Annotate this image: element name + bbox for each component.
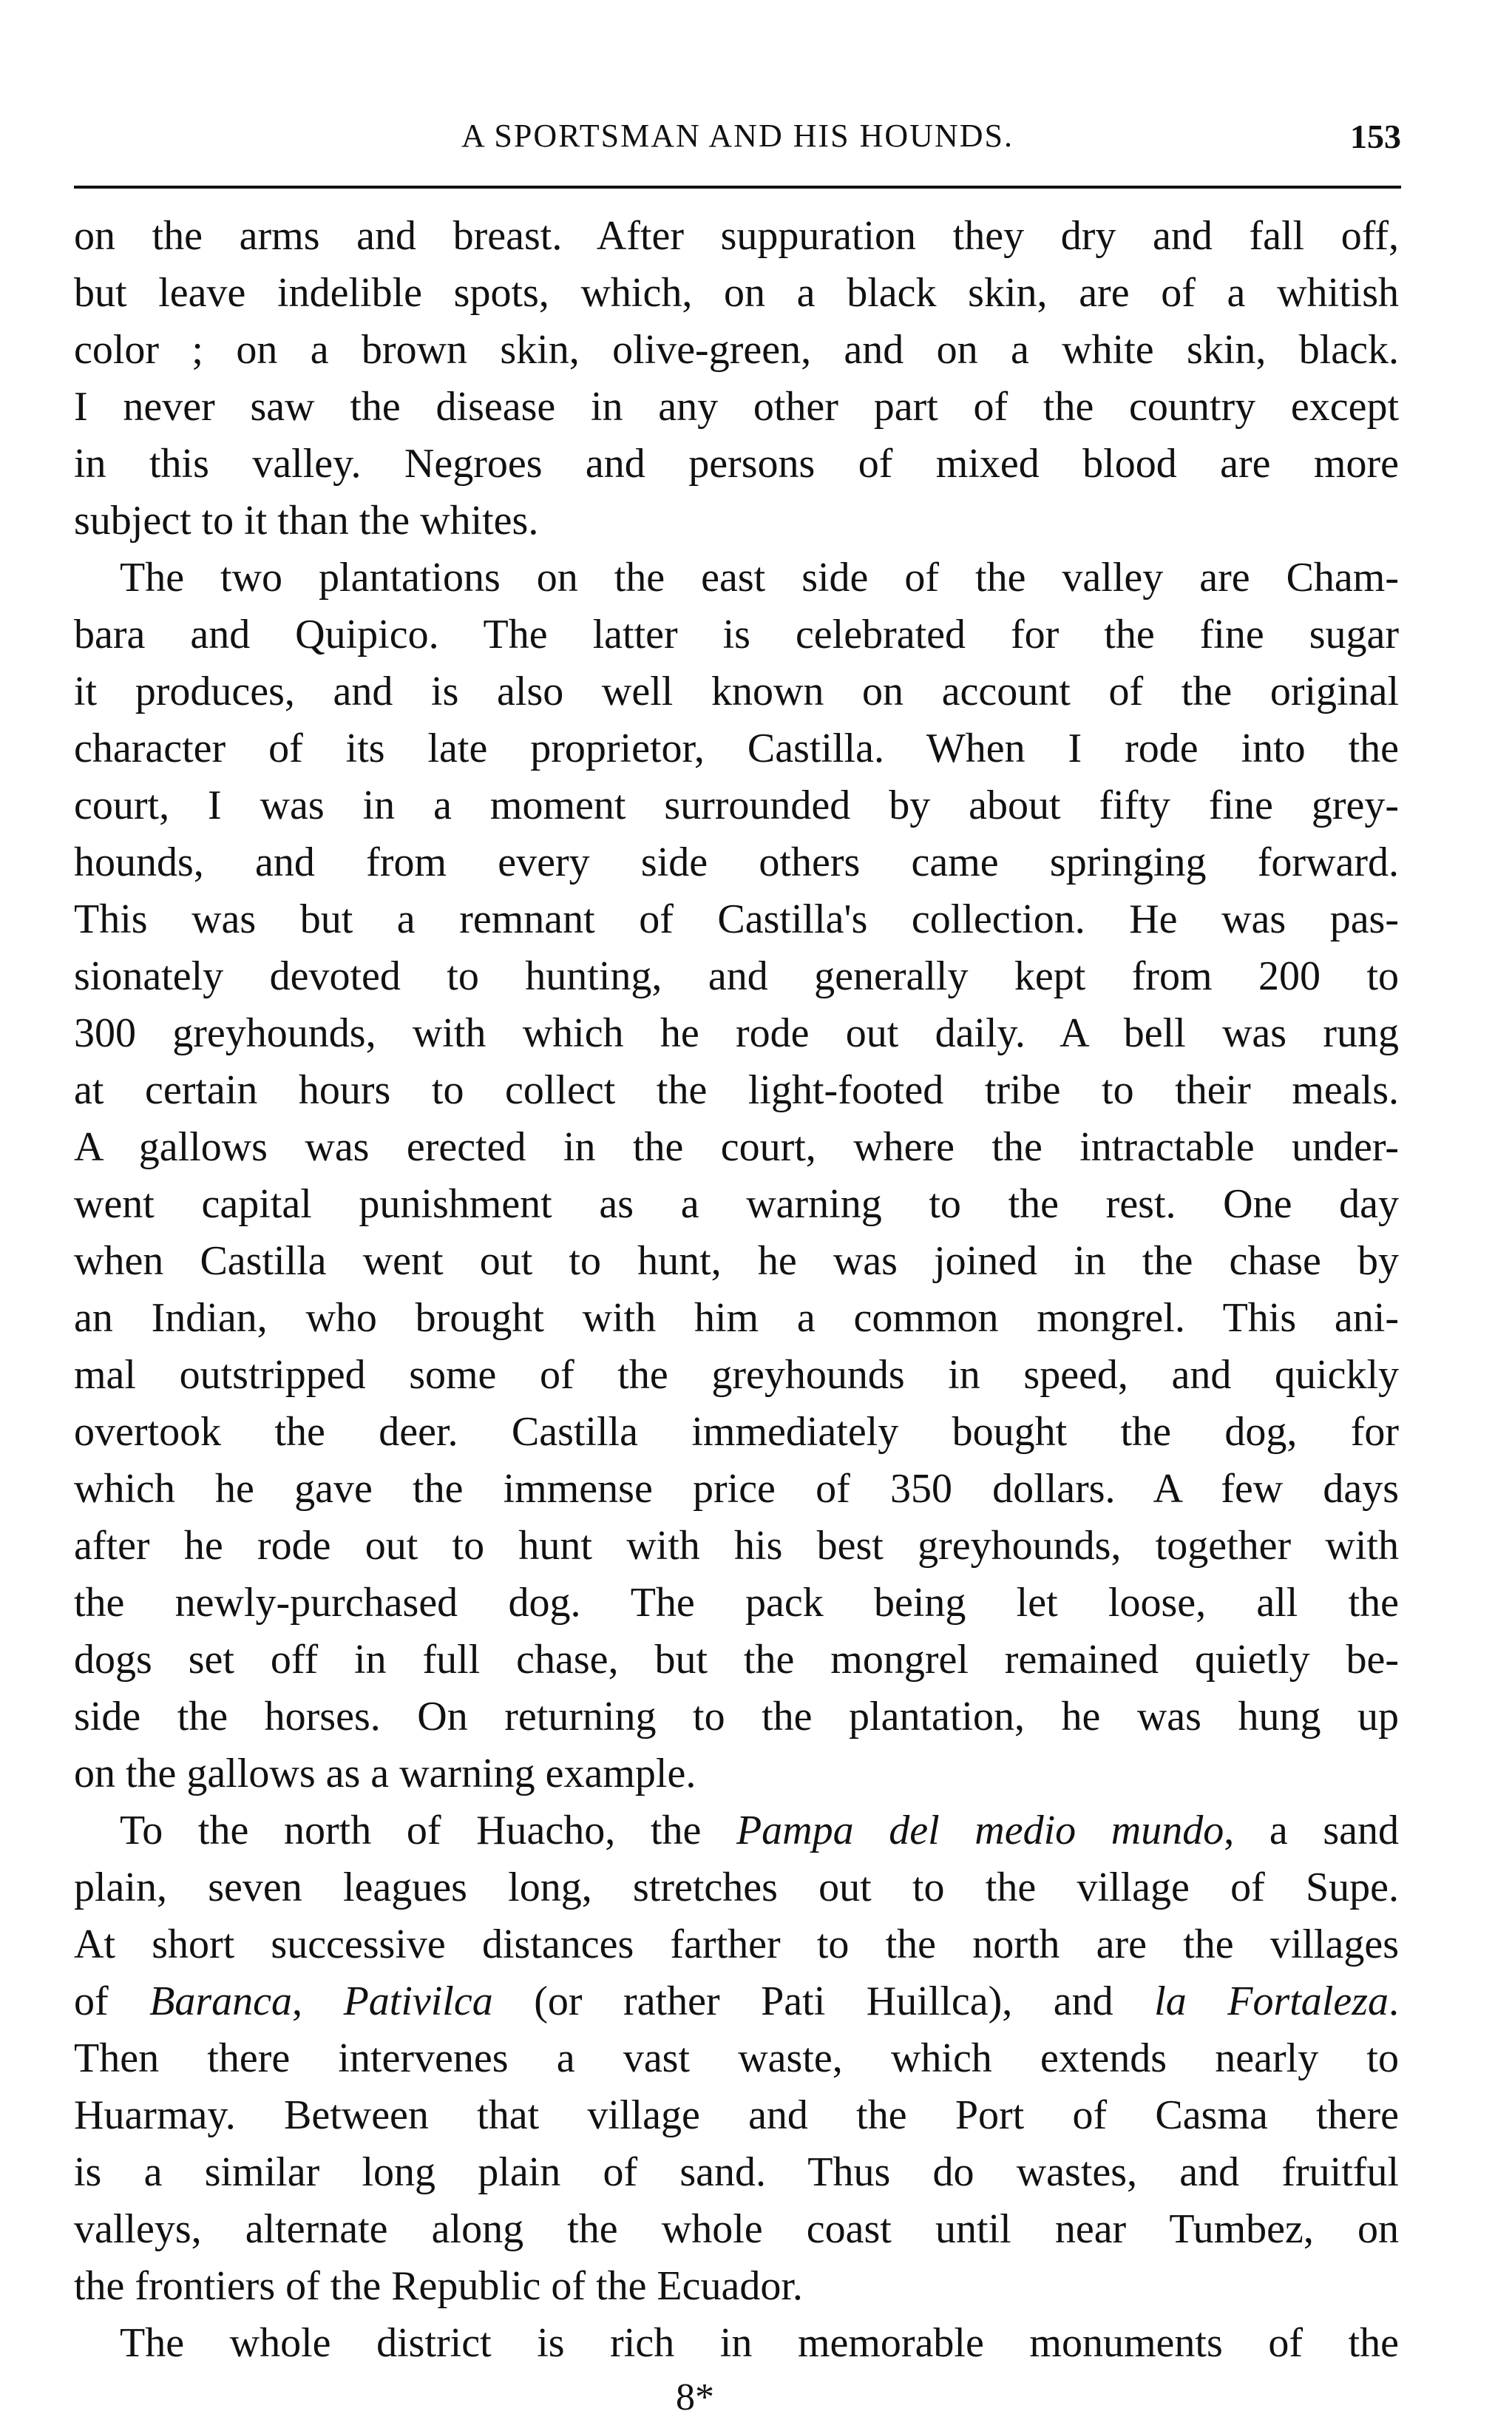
signature-mark: 8* [676,2376,714,2418]
text-line [74,550,1399,606]
paragraph [74,1802,1399,2315]
text-line [74,322,1399,379]
text-span: dogs set off in full chase, but the mongrel remained quietly be- [74,1637,1399,1683]
text-span: Then there intervenes a vast waste, which extends nearly to [74,2035,1399,2081]
text-span: an Indian, who brought with him a common mongrel. This ani- [74,1295,1399,1341]
text-span: but leave indelible spots, which, on a black skin, are of a whitish [74,270,1399,316]
text-span: went capital punishment as a warning to the rest. One day [74,1181,1399,1227]
text-line [74,948,1399,1005]
text-line [74,1461,1399,1518]
text-line [74,1062,1399,1119]
text-line [74,2144,1399,2201]
text-line [74,834,1399,891]
text-line [74,1575,1399,1632]
text-line [74,1745,1399,1802]
text-line [74,2030,1399,2087]
paragraph [74,2315,1399,2372]
text-span: side the horses. On returning to the plantation, he was hung up [74,1694,1399,1740]
text-span: The whole district is rich in memorable monuments of the [120,2320,1399,2366]
text-line [74,606,1399,663]
text-span: sionately devoted to hunting, and generally kept from 200 to [74,953,1399,999]
text-span: This was but a remnant of Castilla's collection. He was pas- [74,896,1399,942]
text-line [74,1176,1399,1233]
italic-text: la Fortaleza [1154,1978,1389,2024]
italic-text: Pativilca [343,1978,493,2024]
text-span: character of its late proprietor, Castilla. When I rode into the [74,726,1399,771]
text-line [74,1518,1399,1575]
text-span: it produces, and is also well known on account of the original [74,669,1399,714]
text-span: (or rather Pati Huillca), and [492,1978,1155,2024]
text-line [74,436,1399,493]
text-span: hounds, and from every side others came springing forward. [74,839,1399,885]
text-span: after he rode out to hunt with his best greyhounds, together with [74,1523,1399,1569]
text-line [74,1404,1399,1461]
text-span: I never saw the disease in any other part of the country except [74,384,1399,430]
text-span: at certain hours to collect the light-footed tribe to their meals. [74,1067,1399,1113]
text-line [74,265,1399,322]
text-span: subject to it than the whites. [74,498,539,544]
text-span: overtook the deer. Castilla immediately bought the dog, for [74,1409,1399,1455]
text-span: bara and Quipico. The latter is celebrated for the fine sugar [74,612,1399,657]
text-line [74,1119,1399,1176]
text-span: plain, seven leagues long, stretches out to the village of Supe. [74,1865,1399,1910]
text-span: The two plantations on the east side of the valley are Cham- [120,555,1399,601]
text-line [74,1005,1399,1062]
text-span: which he gave the immense price of 350 dollars. A few days [74,1466,1399,1512]
text-span: of [74,1978,150,2024]
text-line [74,379,1399,436]
text-span: At short successive distances farther to the north are the villages [74,1921,1399,1967]
text-line [74,1688,1399,1745]
text-span: in this valley. Negroes and persons of mixed blood are more [74,441,1399,487]
text-span: Huarmay. Between that village and the Port of Casma there [74,2092,1399,2138]
italic-text: Baranca [149,1978,293,2024]
text-span: on the gallows as a warning example. [74,1751,696,1796]
text-span: . [1389,1978,1400,2024]
page-number: 153 [1350,118,1401,155]
text-span: mal outstripped some of the greyhounds in speed, and quickly [74,1352,1399,1398]
text-line [74,2087,1399,2144]
header-rule [74,186,1401,189]
text-line [74,1973,1399,2030]
text-span: To the north of Huacho, the [120,1808,736,1853]
text-line [74,2258,1399,2315]
paragraph [74,550,1399,1802]
text-line [74,1347,1399,1404]
text-line [74,663,1399,720]
body-text [74,208,1399,2372]
text-line [74,720,1399,777]
text-line [74,777,1399,834]
text-line [74,2315,1399,2372]
running-head [74,117,1401,161]
text-line [74,1233,1399,1290]
text-line [74,493,1399,550]
text-line [74,208,1399,265]
text-span: A gallows was erected in the court, where the intractable under- [74,1124,1399,1170]
text-line [74,1632,1399,1688]
text-span: is a similar long plain of sand. Thus do wastes, and fruitful [74,2149,1399,2195]
text-span: the newly-purchased dog. The pack being let loose, all the [74,1580,1399,1626]
text-line [74,1802,1399,1859]
text-line [74,1859,1399,1916]
text-span: , a sand [1224,1808,1399,1853]
text-span: the frontiers of the Republic of the Ecuador. [74,2263,803,2309]
running-head-title: A SPORTSMAN AND HIS HOUNDS. [461,118,1014,154]
text-line [74,1916,1399,1973]
text-span: valleys, alternate along the whole coast until near Tumbez, on [74,2206,1399,2252]
text-line [74,2201,1399,2258]
text-span: 300 greyhounds, with which he rode out daily. A bell was rung [74,1010,1399,1056]
text-span: when Castilla went out to hunt, he was joined in the chase by [74,1238,1399,1284]
text-span: on the arms and breast. After suppuration they dry and fall off, [74,213,1399,259]
italic-text: Pampa del medio mundo [736,1808,1224,1853]
text-span: color ; on a brown skin, olive-green, and on a white skin, black. [74,327,1399,373]
text-line [74,891,1399,948]
paragraph [74,208,1399,550]
text-span: court, I was in a moment surrounded by about fifty fine grey- [74,782,1399,828]
text-line [74,1290,1399,1347]
text-span: , [292,1978,344,2024]
